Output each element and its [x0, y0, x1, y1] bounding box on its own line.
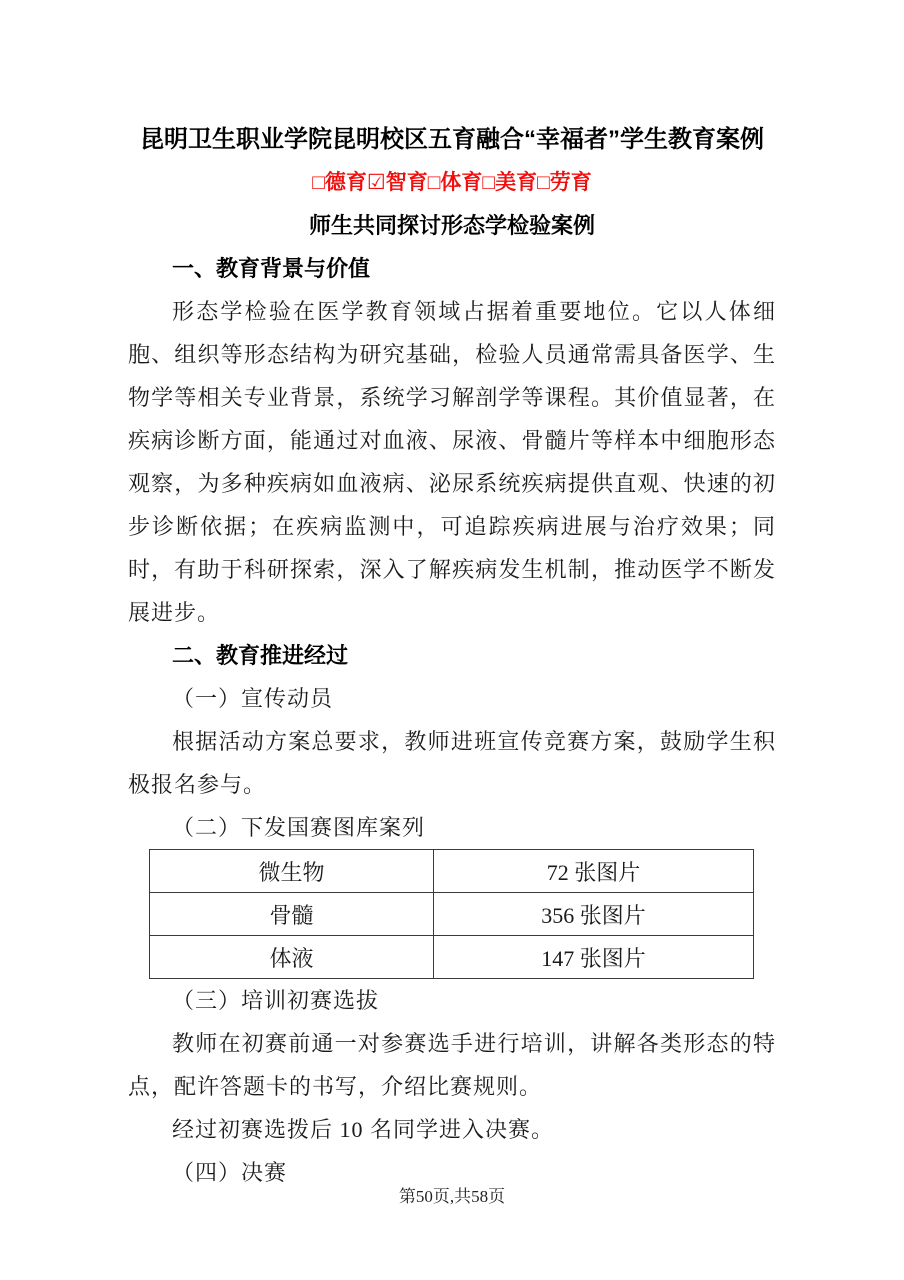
checkbox-label: 劳育 — [549, 171, 592, 194]
checkbox-unchecked-icon: □ — [537, 171, 550, 194]
checkbox-label: 体育 — [440, 171, 483, 194]
table-cell-count: 356 张图片 — [433, 893, 753, 936]
doc-title: 昆明卫生职业学院昆明校区五育融合“幸福者”学生教育案例 — [140, 126, 764, 153]
checkbox-item-laoyu — [537, 171, 592, 194]
table-row — [150, 850, 754, 893]
sub1-heading: （一）宣传动员 — [172, 686, 334, 711]
checkbox-item-deyu — [312, 171, 367, 194]
five-education-checkbox-line — [128, 161, 776, 204]
table-row — [150, 936, 754, 979]
section1-paragraph: 形态学检验在医学教育领域占据着重要地位。它以人体细胞、组织等形态结构为研究基础，检验人员通常需具备医学、生物学等相关专业背景，系统学习解剖学等课程。其价值显著，在疾病诊断方面，能通过对血液、尿液、骨髓片等样本中细胞形态观察，为多种疾病如血液病、泌尿系统疾病提供直观、快速的初步诊断依据；在疾病监测中，可追踪疾病进展与治疗效果；同时，有助于科研探索，深入了解疾病发生机制，推动医学不断发展进步。 — [128, 299, 776, 625]
image-library-table — [149, 849, 754, 979]
checkbox-item-zhiyu — [367, 171, 428, 194]
doc-subtitle: 师生共同探讨形态学检验案例 — [308, 213, 595, 238]
checkbox-label: 德育 — [324, 171, 367, 194]
table-cell-category: 体液 — [150, 936, 434, 979]
sub3-paragraph: 教师在初赛前通一对参赛选手进行培训，讲解各类形态的特点，配许答题卡的书写，介绍比赛规则。 — [128, 1031, 776, 1099]
checkbox-checked-icon: ☑ — [366, 171, 386, 194]
checkbox-label: 智育 — [385, 171, 428, 194]
checkbox-label: 美育 — [495, 171, 538, 194]
table-cell-category: 微生物 — [150, 850, 434, 893]
checkbox-item-meiyu — [482, 171, 537, 194]
table-cell-count: 147 张图片 — [433, 936, 753, 979]
checkbox-unchecked-icon: □ — [482, 171, 496, 194]
checkbox-unchecked-icon: □ — [427, 171, 441, 194]
section2-heading: 二、教育推进经过 — [172, 643, 349, 668]
sub2-heading: （二）下发国赛图库案列 — [172, 815, 426, 840]
sub4-heading: （四）决赛 — [172, 1160, 288, 1185]
table-cell-category: 骨髓 — [150, 893, 434, 936]
sub3-paragraph2: 经过初赛选拨后 10 名同学进入决赛。 — [172, 1117, 555, 1142]
section1-heading: 一、教育背景与价值 — [172, 256, 371, 281]
table-cell-count: 72 张图片 — [433, 850, 753, 893]
sub3-heading: （三）培训初赛选拔 — [172, 988, 380, 1013]
checkbox-item-tiyu — [428, 171, 483, 194]
page-number-footer: 第50页,共58页 — [398, 1187, 506, 1206]
checkbox-unchecked-icon: □ — [312, 171, 325, 194]
table-row — [150, 893, 754, 936]
sub1-paragraph: 根据活动方案总要求，教师进班宣传竞赛方案，鼓励学生积极报名参与。 — [128, 729, 776, 797]
